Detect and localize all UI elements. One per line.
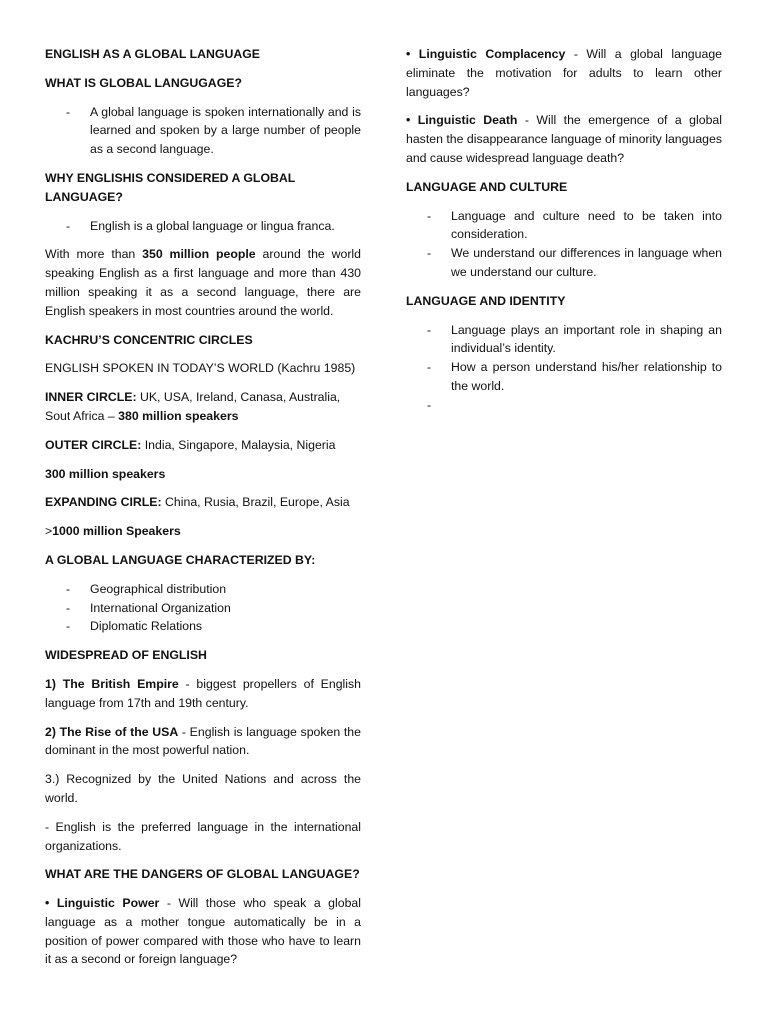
characteristics-list [45, 580, 361, 636]
heading-dangers: WHAT ARE THE DANGERS OF GLOBAL LANGUAGE? [45, 867, 360, 882]
widespread-rise-usa: 2) The Rise of the USA - English is language spoken the dominant in the most powerful nation. [45, 724, 361, 758]
danger-linguistic-complacency: • Linguistic Complacency - Will a global language eliminate the motivation for adults to learn other languages? [406, 47, 722, 99]
why-list [45, 217, 361, 236]
list-item: - Geographical distribution [45, 580, 361, 599]
danger-linguistic-power: • Linguistic Power - Will those who speak a global language as a mother tongue automatically be in a position of power compared with those who have to learn it as a second or foreign language? [45, 896, 361, 967]
heading-characterized-by: A GLOBAL LANGUAGE CHARACTERIZED BY: [45, 552, 316, 567]
list-item: - How a person understand his/her relationship to the world. [427, 360, 722, 393]
dash-marker: - [427, 246, 432, 261]
outer-circle: OUTER CIRCLE: India, Singapore, Malaysia, Nigeria [45, 437, 336, 452]
dash-marker: - [66, 104, 71, 119]
culture-list [406, 207, 722, 282]
list-item [406, 396, 722, 415]
dash-marker: - [66, 600, 71, 615]
heading-why-english: WHY ENGLISHIS CONSIDERED A GLOBAL LANGUAGE? [45, 170, 296, 204]
outer-circle-count: 300 million speakers [45, 466, 166, 481]
speakers-paragraph: With more than 350 million people around the world speaking English as a first language and more than 430 million speaking it as a second language, there are English speakers in most countries around the world. [45, 247, 361, 318]
widespread-organizations: - English is the preferred language in the international organizations. [45, 819, 361, 853]
left-column [45, 45, 361, 979]
identity-list [406, 321, 722, 415]
expanding-circle: EXPANDING CIRLE: China, Rusia, Brazil, Europe, Asia [45, 495, 350, 510]
dash-marker: - [66, 218, 71, 233]
widespread-british-empire: 1) The British Empire - biggest propellers of English language from 17th and 19th century. [45, 676, 361, 710]
heading-widespread: WIDESPREAD OF ENGLISH [45, 648, 207, 663]
list-item: - Language plays an important role in shaping an individual’s identity. [427, 322, 722, 356]
heading-what-is-global-language: WHAT IS GLOBAL LANGUGAGE? [45, 75, 242, 90]
danger-linguistic-death: • Linguistic Death - Will the emergence of a global hasten the disappearance language of minority languages and cause widespread language death? [406, 113, 722, 165]
list-item: - International Organization [45, 599, 361, 618]
list-item: - Language and culture need to be taken into consideration. [427, 208, 722, 242]
dash-marker: - [427, 322, 432, 337]
dash-marker: - [66, 619, 71, 634]
dash-marker: - [427, 208, 432, 223]
widespread-united-nations: 3.) Recognized by the United Nations and across the world. [45, 772, 361, 805]
definition-list [45, 103, 361, 159]
list-item: - We understand our differences in language when we understand our culture. [427, 246, 722, 279]
dash-marker: - [427, 397, 432, 412]
inner-circle: INNER CIRCLE: UK, USA, Ireland, Canasa, Australia, Sout Africa – 380 million speakers [45, 390, 341, 423]
list-item: - A global language is spoken internationally and is learned and spoken by a large number of people as a second language. [66, 104, 361, 157]
expanding-circle-count: >1000 million Speakers [45, 524, 181, 539]
document-title: ENGLISH AS A GLOBAL LANGUAGE [45, 47, 260, 61]
heading-language-culture: LANGUAGE AND CULTURE [406, 179, 568, 194]
list-item: - Diplomatic Relations [45, 617, 361, 636]
dash-marker: - [66, 581, 71, 596]
heading-language-identity: LANGUAGE AND IDENTITY [406, 293, 566, 308]
right-column [406, 45, 722, 425]
dash-marker: - [427, 360, 432, 375]
kachru-subtitle: ENGLISH SPOKEN IN TODAY’S WORLD (Kachru 1985) [45, 361, 356, 376]
heading-kachru: KACHRU’S CONCENTRIC CIRCLES [45, 332, 253, 347]
list-item: - English is a global language or lingua franca. [45, 217, 361, 236]
